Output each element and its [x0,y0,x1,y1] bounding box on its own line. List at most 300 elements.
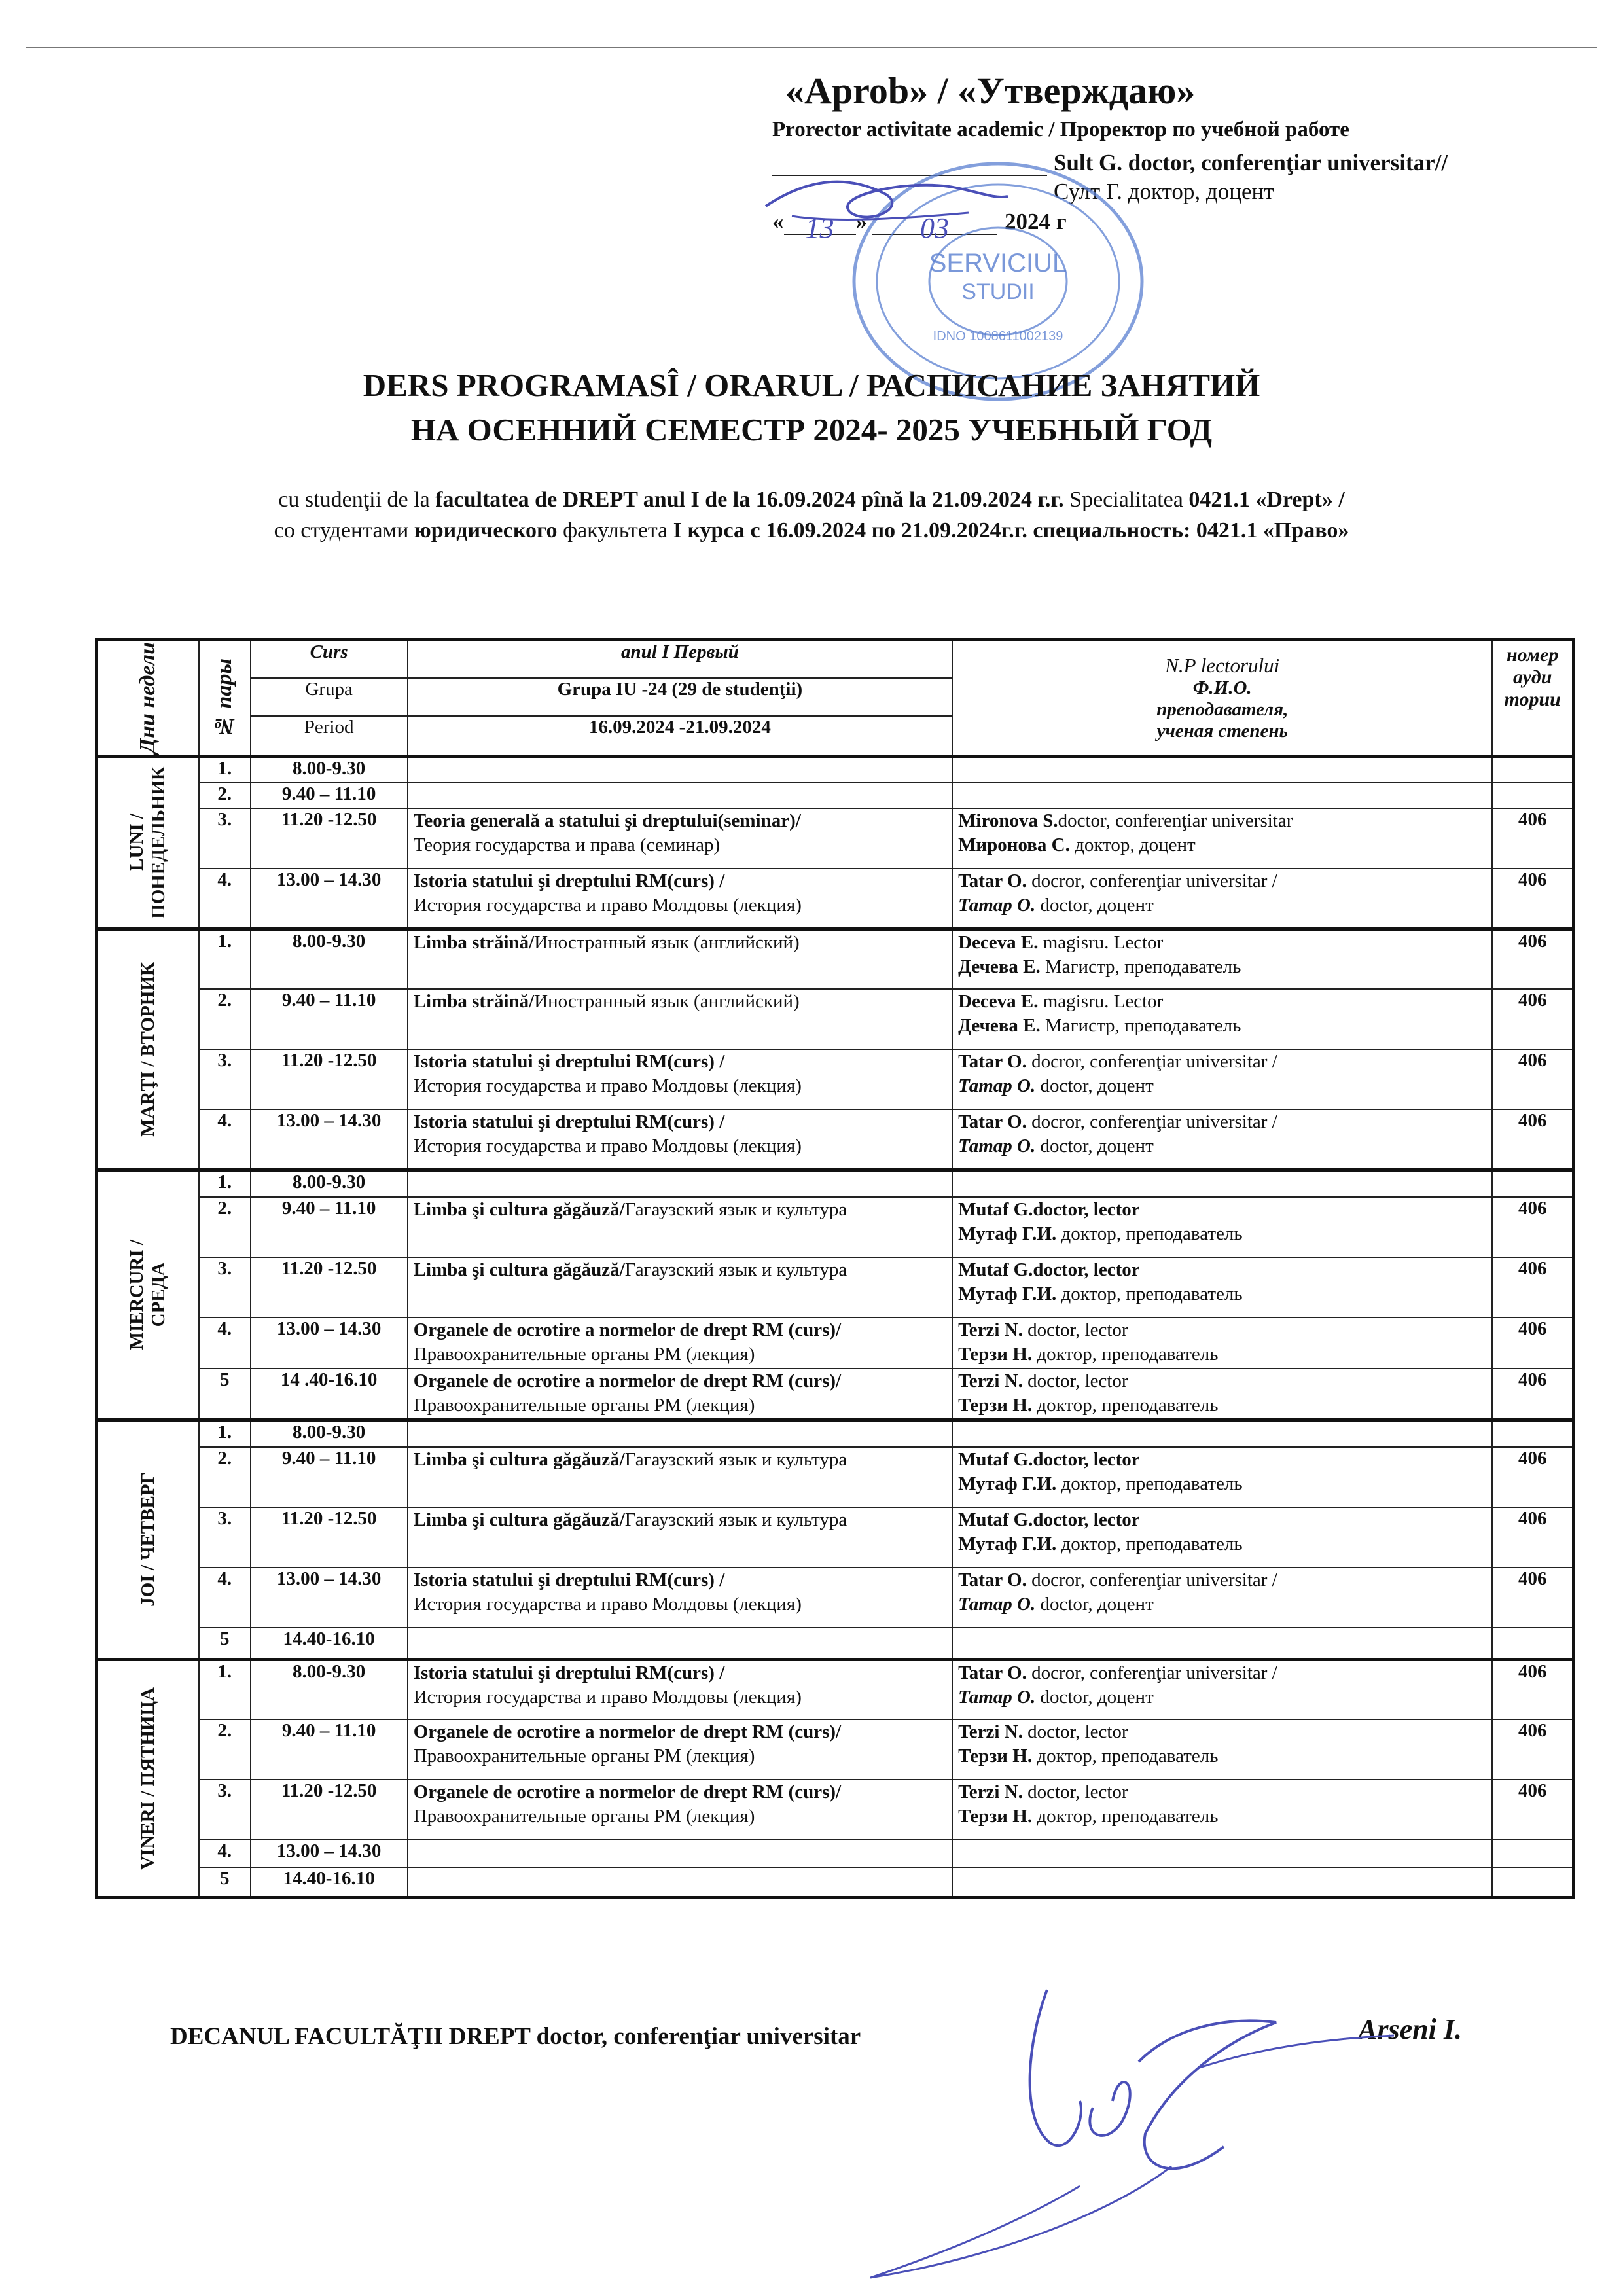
time-slot: 9.40 – 11.10 [281,783,376,805]
table-row [97,1840,1574,1867]
subject-ro: Organele de ocrotire a normelor de drept RM (curs)/ [413,1319,842,1341]
subject-cell [408,1719,952,1780]
pair-number-cell [199,1659,251,1719]
lecturer-cell [952,1257,1492,1318]
lecturer-name-ro: Terzi N. [958,1319,1023,1341]
header-curs: Curs [251,640,408,678]
lecturer-name-ro: Tatar O. [958,870,1027,892]
header-lecturer-3: преподавателя, [1156,699,1289,720]
header-grupa: Grupa [251,678,408,716]
approval-signer-ru: Султ Г. доктор, доцент [1054,179,1274,204]
day-name: JOI / ЧЕТВЕРГ [137,1472,158,1607]
subject-cell [408,1257,952,1318]
lecturer-cell [952,1568,1492,1628]
time-cell [251,808,408,869]
room-number: 406 [1518,930,1547,952]
pair-number-cell [199,1257,251,1318]
lecturer-name-ru: Терзи Н. [958,1344,1033,1365]
day-cell [97,1170,199,1420]
lecturer-cell [952,1318,1492,1369]
day-cell [97,1420,199,1659]
table-row [97,1318,1574,1369]
approval-signer-ro: Sult G. doctor, conferenţiar universitar// [1054,150,1448,175]
lecturer-name-ru: Татар О. [958,1686,1036,1708]
subject-ru: История государства и право Молдовы (лекция) [413,1075,802,1097]
lecturer-degree-ru: doctor, доцент [1035,1686,1154,1708]
time-slot: 9.40 – 11.10 [281,990,376,1011]
table-row [97,1568,1574,1628]
pair-number-cell [199,1109,251,1170]
pair-number: 1. [217,1660,232,1682]
schedule-title-line2: НА ОСЕННИЙ СЕМЕСТР 2024- 2025 УЧЕБНЫЙ ГОД [410,412,1213,448]
subject-ru: Иностранный язык (английский) [534,931,800,953]
header-lecturer-1: N.P lectorului [1165,654,1280,677]
lecturer-name-ro: Tatar O. [958,1662,1027,1683]
room-number: 406 [1518,809,1547,831]
subject-ru: Правоохранительные органы РМ (лекция) [413,1395,755,1416]
pair-number: 1. [217,1421,232,1443]
lecturer-name-ro: Mutaf G.doctor, lector [958,1509,1140,1531]
header-pair-label: № пары [212,658,237,738]
lecturer-name-ru: Мутаф Г.И. [958,1283,1057,1305]
time-slot: 8.00-9.30 [293,1421,366,1443]
time-cell [251,929,408,989]
time-slot: 9.40 – 11.10 [281,1720,376,1742]
time-slot: 11.20 -12.50 [281,809,377,831]
lecturer-cell [952,1628,1492,1659]
time-cell [251,1628,408,1659]
pair-number-cell [199,1840,251,1867]
pair-number: 5 [219,1868,230,1890]
lecturer-degree-ro: docror, conferenţiar universitar / [1026,1662,1277,1683]
lecturer-cell [952,1197,1492,1257]
time-slot: 8.00-9.30 [293,930,366,952]
subtitle-l1-d: 0421.1 «Drept» / [1188,488,1345,512]
room-number: 406 [1518,1050,1547,1071]
lecturer-degree-ru: doctor, доцент [1035,895,1154,916]
lecturer-cell [952,1109,1492,1170]
pair-number-cell [199,1420,251,1447]
time-slot: 14 .40-16.10 [280,1369,378,1391]
time-slot: 13.00 – 14.30 [276,1318,382,1340]
time-slot: 11.20 -12.50 [281,1508,377,1530]
subject-ro: Limba şi cultura găgăuză/ [413,1199,625,1221]
pair-number-cell [199,783,251,808]
lecturer-name-ro: Tatar O. [958,1111,1027,1133]
pair-number: 2. [217,1720,232,1742]
subject-ro: Limba străină/ [413,931,535,953]
room-number: 406 [1518,869,1547,891]
subject-cell [408,1780,952,1840]
lecturer-name-ro: Deceva E. [958,931,1039,953]
lecturer-degree-ru: доктор, преподаватель [1056,1223,1243,1245]
table-row [97,783,1574,808]
subtitle-l1-a: cu studenţii de la [278,488,436,512]
subject-ru: Правоохранительные органы РМ (лекция) [413,1746,755,1767]
time-cell [251,1447,408,1507]
subject-ru: Правоохранительные органы РМ (лекция) [413,1806,755,1827]
room-cell [1492,1840,1573,1867]
table-row [97,757,1574,783]
pair-number-cell [199,808,251,869]
lecturer-degree-ru: doctor, доцент [1035,1136,1154,1157]
table-row [97,869,1574,929]
room-cell [1492,783,1573,808]
pair-number-cell [199,1719,251,1780]
pair-number-cell [199,1507,251,1568]
schedule-table [95,638,1575,1899]
table-row [97,1197,1574,1257]
day-name: MARŢI / ВТОРНИК [137,961,158,1137]
pair-number-cell [199,989,251,1049]
subject-ro: Istoria statului şi dreptului RM(curs) / [413,1051,725,1073]
subject-ru: Гагаузский язык и культура [624,1199,847,1221]
time-cell [251,1780,408,1840]
header-period: Period [251,716,408,757]
lecturer-name-ro: Tatar O. [958,1051,1027,1073]
table-row [97,1170,1574,1197]
table-row [97,1420,1574,1447]
header-pair-no [199,640,251,757]
lecturer-degree-ro: docror, conferenţiar universitar / [1026,1051,1277,1073]
lecturer-name-ru: Мутаф Г.И. [958,1534,1057,1555]
room-number: 406 [1518,1720,1547,1742]
subject-ru: История государства и право Молдовы (лекция) [413,895,802,916]
subject-cell [408,1628,952,1659]
room-number: 406 [1518,1258,1547,1280]
table-row [97,1109,1574,1170]
subject-cell [408,808,952,869]
subject-cell [408,1568,952,1628]
table-row [97,808,1574,869]
header-row-curs [97,640,1574,678]
table-row [97,989,1574,1049]
subtitle-l2-d: I курса с 16.09.2024 по 21.09.2024г.г. специальность: 0421.1 «Право» [673,518,1349,543]
room-cell [1492,1109,1573,1170]
time-cell [251,1507,408,1568]
pair-number-cell [199,929,251,989]
room-cell [1492,1049,1573,1109]
subject-ro: Limba străină/ [413,991,535,1013]
stamp-center-text-1: SERVICIUL [929,249,1067,278]
lecturer-degree-ro: magisru. Lector [1038,931,1164,953]
lecturer-degree-ro: doctor, conferenţiar universitar [1058,810,1293,832]
lecturer-degree-ru: доктор, преподаватель [1032,1344,1219,1365]
pair-number: 3. [217,1258,232,1280]
lecturer-cell [952,1420,1492,1447]
room-number: 406 [1518,1508,1547,1530]
subject-ru: История государства и право Молдовы (лекция) [413,1594,802,1615]
room-cell [1492,808,1573,869]
schedule-title-line1: DERS PROGRAMASÎ / ORARUL / РАСПИСАНИЕ ЗАНЯТИЙ [363,367,1260,403]
lecturer-name-ru: Миронова С. [958,834,1070,856]
header-room: номер ауди тории [1492,640,1573,757]
room-cell [1492,1507,1573,1568]
pair-number: 5 [219,1369,230,1391]
lecturer-degree-ru: Магистр, преподаватель [1040,956,1241,977]
time-cell [251,1197,408,1257]
subject-ru: Иностранный язык (английский) [534,991,800,1013]
room-number: 406 [1518,990,1547,1011]
room-cell [1492,1659,1573,1719]
room-cell [1492,1369,1573,1420]
lecturer-name-ro: Terzi N. [958,1721,1023,1743]
lecturer-cell [952,929,1492,989]
header-curs-value: anul I Первый [408,640,952,678]
time-cell [251,1840,408,1867]
pair-number: 1. [217,1171,232,1193]
subject-cell [408,1170,952,1197]
subject-ro: Limba şi cultura găgăuză/ [413,1259,625,1281]
time-cell [251,1568,408,1628]
pair-number: 2. [217,783,232,805]
lecturer-name-ro: Tatar O. [958,1570,1027,1591]
header-lecturer-4: ученая степень [1156,721,1288,742]
subject-ru: Гагаузский язык и культура [624,1449,847,1471]
time-cell [251,869,408,929]
date-year: 2024 г [1005,209,1067,234]
pair-number: 1. [217,930,232,952]
lecturer-degree-ru: доктор, преподаватель [1032,1746,1219,1767]
pair-number-cell [199,1369,251,1420]
table-row [97,1507,1574,1568]
room-cell [1492,1628,1573,1659]
table-row [97,1867,1574,1897]
table-row [97,1257,1574,1318]
room-cell [1492,989,1573,1049]
subject-cell [408,757,952,783]
lecturer-name-ru: Татар О. [958,1594,1036,1615]
lecturer-cell [952,1049,1492,1109]
room-number: 406 [1518,1318,1547,1340]
pair-number-cell [199,1867,251,1897]
table-row [97,1447,1574,1507]
time-slot: 14.40-16.10 [283,1628,375,1650]
time-cell [251,989,408,1049]
pair-number: 2. [217,990,232,1011]
pair-number: 4. [217,1840,232,1862]
subject-ru: История государства и право Молдовы (лекция) [413,1686,802,1708]
lecturer-degree-ru: Магистр, преподаватель [1040,1015,1241,1037]
lecturer-name-ro: Terzi N. [958,1782,1023,1803]
day-cell [97,1659,199,1897]
subject-ru: Теория государства и права (семинар) [413,834,721,856]
lecturer-name-ru: Татар О. [958,895,1036,916]
pair-number-cell [199,757,251,783]
lecturer-degree-ru: doctor, доцент [1035,1594,1154,1615]
day-cell [97,757,199,929]
subtitle-l1-c: Specialitatea [1063,488,1189,512]
room-cell [1492,869,1573,929]
subject-cell [408,1447,952,1507]
time-slot: 9.40 – 11.10 [281,1448,376,1469]
room-cell [1492,1257,1573,1318]
subject-ro: Istoria statului şi dreptului RM(curs) / [413,1111,725,1133]
lecturer-name-ro: Terzi N. [958,1371,1023,1392]
subtitle-l2-b: юридического [414,518,558,543]
lecturer-degree-ro: doctor, lector [1022,1721,1128,1743]
time-slot: 14.40-16.10 [283,1868,375,1890]
lecturer-degree-ro: doctor, lector [1022,1782,1128,1803]
lecturer-degree-ro: docror, conferenţiar universitar / [1026,1111,1277,1133]
room-cell [1492,1867,1573,1897]
time-cell [251,1369,408,1420]
time-slot: 13.00 – 14.30 [276,869,382,891]
day-name: MIERCURI / СРЕДА [126,1240,169,1350]
dean-name: Arseni I. [1358,2013,1462,2045]
pair-number: 3. [217,1508,232,1530]
lecturer-degree-ro: docror, conferenţiar universitar / [1026,870,1277,892]
time-cell [251,1170,408,1197]
time-cell [251,1049,408,1109]
lecturer-name-ru: Терзи Н. [958,1806,1033,1827]
subject-cell [408,869,952,929]
lecturer-degree-ru: доктор, преподаватель [1056,1534,1243,1555]
pair-number-cell [199,1049,251,1109]
top-rule [26,47,1597,48]
subject-cell [408,1318,952,1369]
lecturer-name-ro: Mutaf G.doctor, lector [958,1259,1140,1281]
lecturer-degree-ru: доктор, доцент [1069,834,1196,856]
subject-cell [408,1659,952,1719]
room-number: 406 [1518,1568,1547,1590]
subject-ru: Гагаузский язык и культура [624,1509,847,1531]
pair-number-cell [199,1318,251,1369]
lecturer-name-ru: Терзи Н. [958,1395,1033,1416]
subject-ro: Organele de ocrotire a normelor de drept RM (curs)/ [413,1371,842,1392]
lecturer-degree-ru: доктор, преподаватель [1056,1283,1243,1305]
time-cell [251,1257,408,1318]
table-row [97,1369,1574,1420]
table-row [97,1628,1574,1659]
date-day: 13 [784,211,856,235]
lecturer-degree-ro: doctor, lector [1022,1371,1128,1392]
header-lecturer-2: Ф.И.О. [1192,677,1252,698]
table-row [97,1049,1574,1109]
time-slot: 11.20 -12.50 [281,1780,377,1802]
subject-cell [408,1369,952,1420]
pair-number: 4. [217,1110,232,1132]
room-cell [1492,929,1573,989]
day-name: LUNI / ПОНЕДЕЛЬНИК [126,766,169,919]
subject-ro: Istoria statului şi dreptului RM(curs) / [413,870,725,892]
lecturer-name-ro: Mutaf G.doctor, lector [958,1199,1140,1221]
header-grupa-value: Grupa IU -24 (29 de studenţii) [408,678,952,716]
dean-signature [831,1950,1420,2291]
lecturer-degree-ro: magisru. Lector [1038,991,1164,1013]
pair-number-cell [199,1780,251,1840]
pair-number: 5 [219,1628,230,1650]
subject-ro: Teoria generală a statului şi dreptului(seminar)/ [413,810,801,832]
date-open-quote: « [772,209,784,234]
subject-ro: Istoria statului şi dreptului RM(curs) / [413,1662,725,1683]
pair-number-cell [199,1447,251,1507]
pair-number: 4. [217,869,232,891]
room-number: 406 [1518,1448,1547,1469]
time-cell [251,1719,408,1780]
time-cell [251,1109,408,1170]
pair-number: 4. [217,1568,232,1590]
room-cell [1492,757,1573,783]
header-days-label: Дни недели [135,642,160,754]
header-lecturer [952,640,1492,757]
dean-label: DECANUL FACULTĂŢII DREPT doctor, conferenţiar universitar [170,2023,861,2050]
room-number: 406 [1518,1110,1547,1132]
time-slot: 11.20 -12.50 [281,1258,377,1280]
lecturer-name-ro: Deceva E. [958,991,1039,1013]
subject-cell [408,1840,952,1867]
lecturer-degree-ro: doctor, lector [1022,1319,1128,1341]
stamp-center-text-2: STUDII [961,279,1035,304]
subject-cell [408,989,952,1049]
lecturer-name-ru: Татар О. [958,1136,1036,1157]
time-slot: 8.00-9.30 [293,1660,366,1682]
room-cell [1492,1170,1573,1197]
room-number: 406 [1518,1660,1547,1682]
subtitle-l2-c: факультета [557,518,673,543]
pair-number: 2. [217,1198,232,1219]
lecturer-cell [952,1840,1492,1867]
subject-cell [408,783,952,808]
lecturer-cell [952,1170,1492,1197]
table-row [97,1659,1574,1719]
date-month: 03 [872,211,997,235]
lecturer-degree-ru: доктор, преподаватель [1056,1473,1243,1495]
time-cell [251,1318,408,1369]
room-cell [1492,1719,1573,1780]
room-cell [1492,1318,1573,1369]
approval-position: Prorector activitate academic / Проректор по учебной работе [772,118,1349,141]
subject-cell [408,1049,952,1109]
time-slot: 9.40 – 11.10 [281,1198,376,1219]
lecturer-degree-ru: доктор, преподаватель [1032,1395,1219,1416]
time-cell [251,1867,408,1897]
time-slot: 13.00 – 14.30 [276,1568,382,1590]
pair-number: 3. [217,809,232,831]
lecturer-cell [952,1659,1492,1719]
time-slot: 13.00 – 14.30 [276,1110,382,1132]
lecturer-cell [952,1447,1492,1507]
pair-number-cell [199,1628,251,1659]
subject-ro: Limba şi cultura găgăuză/ [413,1449,625,1471]
subject-ro: Istoria statului şi dreptului RM(curs) / [413,1570,725,1591]
room-number: 406 [1518,1198,1547,1219]
subject-cell [408,1507,952,1568]
pair-number-cell [199,1197,251,1257]
date-close-quote: » [855,209,867,234]
time-slot: 11.20 -12.50 [281,1050,377,1071]
day-cell [97,929,199,1170]
lecturer-cell [952,808,1492,869]
pair-number-cell [199,1568,251,1628]
lecturer-cell [952,783,1492,808]
lecturer-name-ru: Терзи Н. [958,1746,1033,1767]
lecturer-cell [952,1867,1492,1897]
subtitle-l2-a: со студентами [274,518,414,543]
table-row [97,929,1574,989]
lecturer-cell [952,1369,1492,1420]
lecturer-name-ro: Mironova S. [958,810,1058,832]
subject-cell [408,1197,952,1257]
subject-cell [408,1109,952,1170]
subject-cell [408,1420,952,1447]
pair-number: 2. [217,1448,232,1469]
pair-number: 1. [217,758,232,779]
lecturer-name-ru: Мутаф Г.И. [958,1473,1057,1495]
pair-number: 4. [217,1318,232,1340]
subtitle-l1-b: facultatea de DREPT anul I de la 16.09.2024 pînă la 21.09.2024 г.г. [435,488,1064,512]
subject-ru: Гагаузский язык и культура [624,1259,847,1281]
